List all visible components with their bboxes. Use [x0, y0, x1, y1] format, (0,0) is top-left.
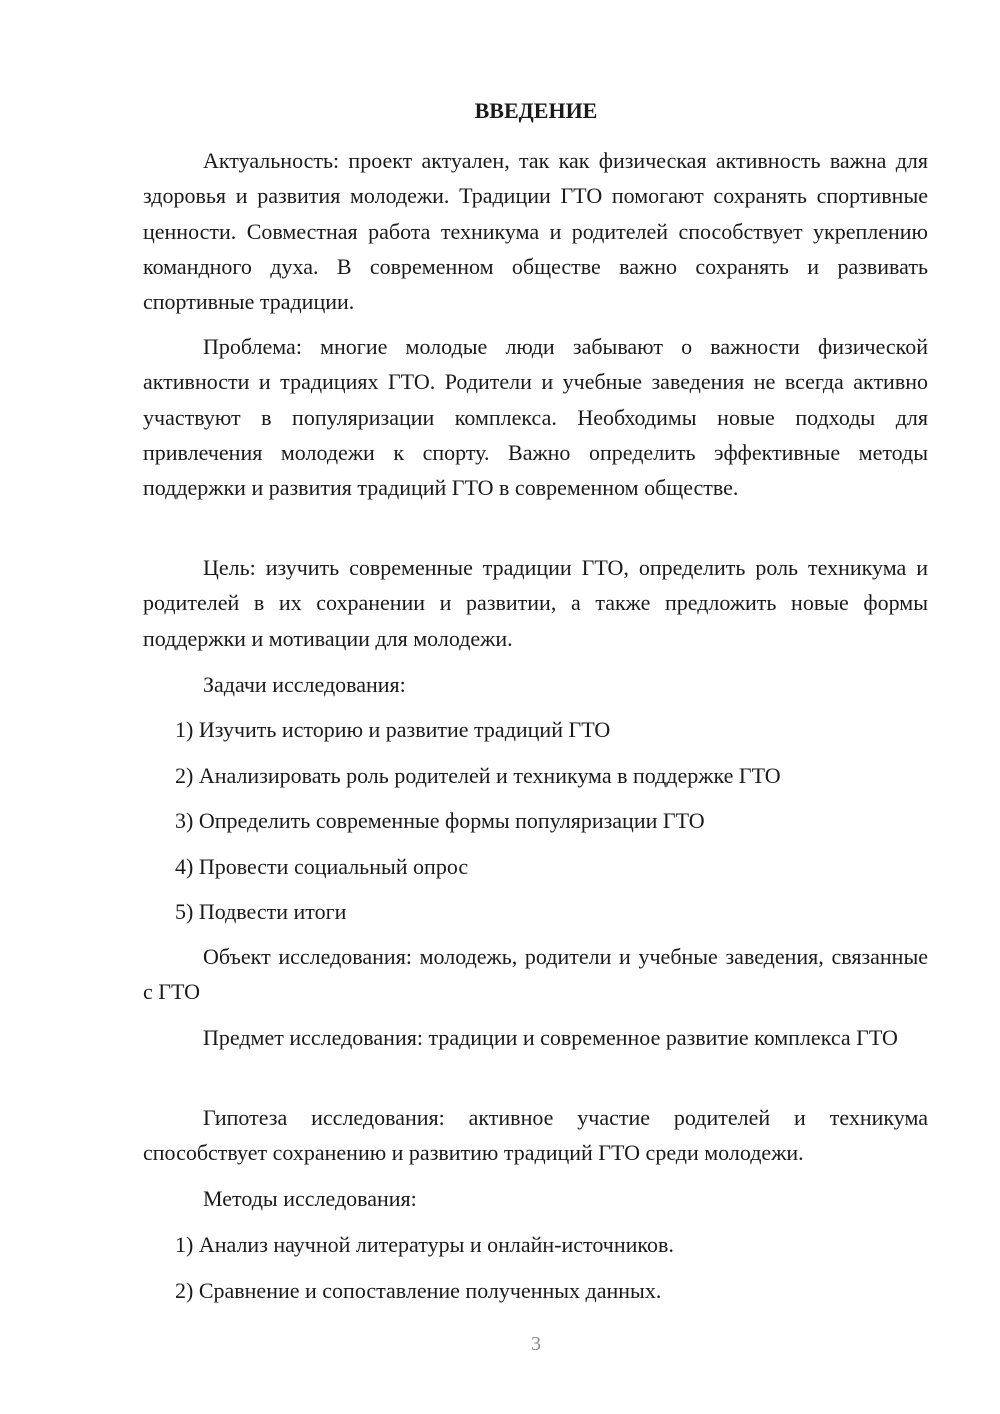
goal-block: [143, 550, 928, 656]
tasks-title: Задачи исследования:: [203, 672, 406, 697]
list-item: 1) Анализ научной литературы и онлайн-источников.: [175, 1232, 674, 1257]
subject-paragraph: Предмет исследования: традиции и современное развитие комплекса ГТО: [203, 1025, 898, 1050]
list-item: 5) Подвести итоги: [175, 899, 347, 924]
problem-paragraph: Проблема: многие молодые люди забывают о важности физической активности и традициях ГТО. Родители и учебные заведения не всегда активно участвуют в популяризации комплекса. Необходимы новые подходы для привлечения молодежи к спорту. Важно определить эффективные методы поддержки и развития традиций ГТО в современном обществе.: [143, 334, 928, 501]
list-item: 4) Провести социальный опрос: [175, 853, 469, 879]
goal-paragraph: Цель: изучить современные традиции ГТО, определить роль техникума и родителей в их сохранении и развитии, а также предложить новые формы поддержки и мотивации для молодежи.: [143, 555, 928, 651]
relevance-paragraph: Актуальность: проект актуален, так как физическая активность важна для здоровья и развития молодежи. Традиции ГТО помогают сохранять спортивные ценности. Совместная работа техникума и родителей способствует укреплению командного духа. В современном обществе важно сохранять и развивать спортивные традиции.: [143, 148, 928, 315]
relevance-block: [143, 143, 928, 319]
hypothesis-paragraph: Гипотеза исследования: активное участие родителей и техникума способствует сохранению и развитию традиций ГТО среди молодежи.: [143, 1105, 928, 1166]
list-item: 3) Определить современные формы популяризации ГТО: [175, 808, 705, 833]
list-item: 1) Изучить историю и развитие традиций ГТО: [175, 717, 611, 742]
subject-block: [143, 1020, 928, 1055]
object-paragraph: Объект исследования: молодежь, родители и учебные заведения, связанные с ГТО: [143, 944, 928, 1005]
methods-title: Методы исследования:: [203, 1186, 417, 1211]
hypothesis-block: [143, 1100, 928, 1171]
page-number: 3: [531, 1333, 541, 1355]
methods-list: [175, 1227, 674, 1318]
list-item: 2) Сравнение и сопоставление полученных данных.: [175, 1277, 662, 1303]
tasks-list: [175, 712, 781, 940]
object-block: [143, 939, 928, 1010]
problem-block: [143, 329, 928, 505]
list-item: 2) Анализировать роль родителей и техникума в поддержке ГТО: [175, 762, 781, 788]
page-title: ВВЕДЕНИЕ: [474, 98, 598, 123]
